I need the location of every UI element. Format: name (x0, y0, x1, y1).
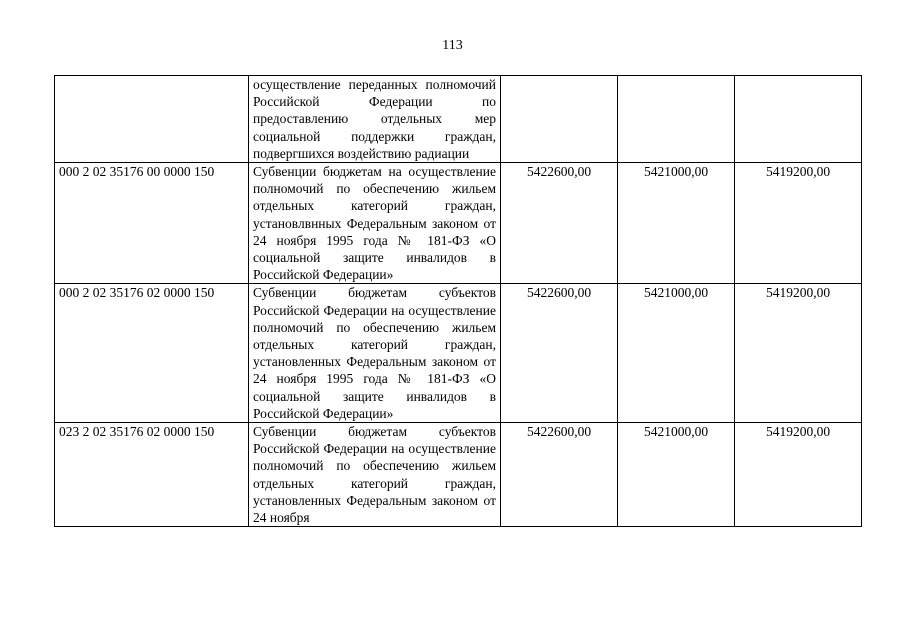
page-number: 113 (442, 38, 463, 53)
table-row (55, 284, 862, 423)
budget-table (54, 75, 862, 527)
amount-cell-2: 5421000,00 (618, 163, 735, 284)
amount-cell-2 (618, 76, 735, 163)
budget-code-cell (55, 76, 249, 163)
table-row (55, 163, 862, 284)
budget-code-cell: 000 2 02 35176 00 0000 150 (55, 163, 249, 284)
amount-cell-1: 5422600,00 (501, 284, 618, 423)
amount-cell-2: 5421000,00 (618, 423, 735, 527)
table-row (55, 76, 862, 163)
amount-cell-3: 5419200,00 (735, 423, 862, 527)
amount-cell-3: 5419200,00 (735, 163, 862, 284)
description-cell: Субвенции бюджетам на осуществление полномочий по обеспечению жильем отдельных категорий граждан, установлвнных Федеральным законом от 24 ноября 1995 года № 181-ФЗ «О социальной защите инвалидов в Российской Федерации» (249, 163, 501, 284)
budget-code-cell: 000 2 02 35176 02 0000 150 (55, 284, 249, 423)
description-cell: Субвенции бюджетам субъектов Российской Федерации на осуществление полномочий по обеспечению жильем отдельных категорий граждан, установленных Федеральным законом от 24 ноября 1995 года № 181-ФЗ «О социальной защите инвалидов в Российской Федерации» (249, 284, 501, 423)
amount-cell-1: 5422600,00 (501, 163, 618, 284)
table-row (55, 423, 862, 527)
budget-code-cell: 023 2 02 35176 02 0000 150 (55, 423, 249, 527)
description-cell: осуществление переданных полномочий Российской Федерации по предоставлению отдельных мер социальной поддержки граждан, подвергшихся воздействию радиации (249, 76, 501, 163)
amount-cell-1: 5422600,00 (501, 423, 618, 527)
amount-cell-3 (735, 76, 862, 163)
amount-cell-2: 5421000,00 (618, 284, 735, 423)
amount-cell-3: 5419200,00 (735, 284, 862, 423)
amount-cell-1 (501, 76, 618, 163)
description-cell: Субвенции бюджетам субъектов Российской Федерации на осуществление полномочий по обеспечению жильем отдельных категорий граждан, установленных Федеральным законом от 24 ноября (249, 423, 501, 527)
